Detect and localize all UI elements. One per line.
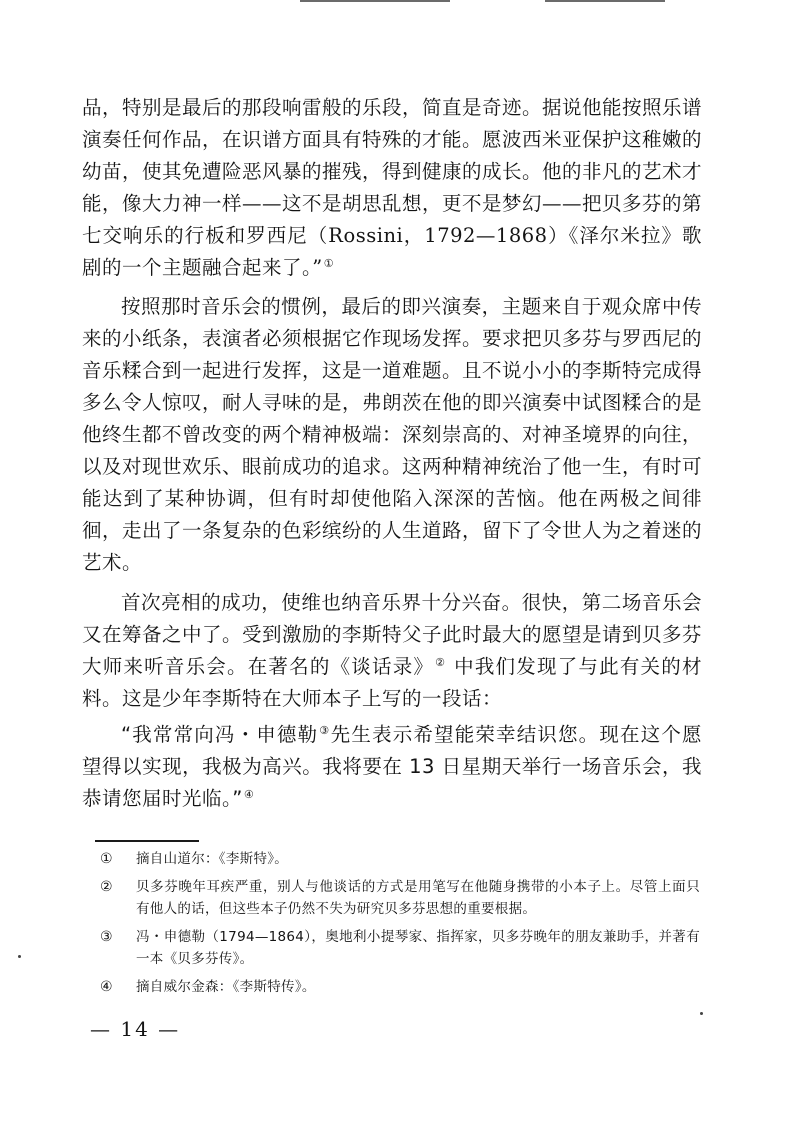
footnote-2 (100, 876, 700, 920)
paragraph-text: 品，特别是最后的那段响雷般的乐段，简直是奇迹。据说他能按照乐谱演奏任何作品，在识谱方面具有特殊的才能。愿波西米亚保护这稚嫩的幼苗，使其免遭险恶风暴的摧残，得到健康的成长。他的非凡的艺术才能，像大力神一样——这不是胡思乱想，更不是梦幻——把贝多芬的第七交响乐的行板和罗西尼（Rossini，1792—1868）《泽尔米拉》歌剧的一个主题融合起来了。” (82, 96, 703, 279)
page-number: — 14 — (90, 1017, 181, 1041)
footnote-ref-4[interactable]: ④ (243, 787, 254, 801)
footnote-mark: ③ (100, 929, 113, 945)
footnote-text: 贝多芬晚年耳疾严重，别人与他谈话的方式是用笔写在他随身携带的小本子上。尽管上面只有他人的话，但这些本子仍然不失为研究贝多芬思想的重要根据。 (136, 879, 700, 917)
paragraph-text-before: “我常常向冯・申德勒 (121, 723, 319, 746)
scan-top-rule-left (300, 0, 450, 2)
paragraph-liszt-note (82, 719, 702, 815)
footnote-mark: ① (100, 851, 113, 867)
footnotes (100, 848, 700, 1004)
footnote-mark: ④ (100, 979, 113, 995)
scan-speck (700, 1012, 703, 1015)
page-body (82, 92, 702, 815)
footnote-mark: ② (100, 879, 113, 895)
footnote-divider (95, 840, 199, 842)
footnote-ref-3[interactable]: ③ (319, 723, 330, 737)
footnote-text: 摘自山道尔：《李斯特》。 (136, 851, 289, 867)
footnote-4 (100, 976, 700, 998)
paragraph-improvisation (82, 291, 702, 579)
footnote-3 (100, 926, 700, 970)
paragraph-text-after: 先生表示希望能荣幸结识您。现在这个愿望得以实现，我极为高兴。我将要在 13 日星期天举行一场音乐会，我恭请您届时光临。” (82, 723, 702, 810)
footnote-text: 摘自威尔金森：《李斯特传》。 (136, 979, 316, 995)
footnote-text: 冯・申德勒（1794—1864），奥地利小提琴家、指挥家，贝多芬晚年的朋友兼助手，并著有一本《贝多芬传》。 (136, 929, 700, 967)
paragraph-text: 按照那时音乐会的惯例，最后的即兴演奏，主题来自于观众席中传来的小纸条，表演者必须根据它作现场发挥。要求把贝多芬与罗西尼的音乐糅合到一起进行发挥，这是一道难题。且不说小小的李斯特完成得多么令人惊叹，耐人寻味的是，弗朗茨在他的即兴演奏中试图糅合的是他终生都不曾改变的两个精神极端：深刻崇高的、对神圣境界的向往，以及对现世欢乐、眼前成功的追求。这两种精神统治了他一生，有时可能达到了某种协调，但有时却使他陷入深深的苦恼。他在两极之间徘徊，走出了一条复杂的色彩缤纷的人生道路，留下了令世人为之着迷的艺术。 (82, 295, 703, 574)
scan-top-rule-right (545, 0, 665, 2)
paragraph-text-after: 中我们发现了与此有关的材料。这是少年李斯特在大师本子上写的一段话： (82, 655, 702, 710)
scan-speck (18, 955, 21, 958)
paragraph-quote-continuation (82, 92, 702, 284)
footnote-ref-1[interactable]: ① (323, 256, 334, 270)
paragraph-text-before: 首次亮相的成功，使维也纳音乐界十分兴奋。很快，第二场音乐会又在筹备之中了。受到激励的李斯特父子此时最大的愿望是请到贝多芬大师来听音乐会。在著名的《谈话录》 (82, 591, 703, 678)
footnote-1 (100, 848, 700, 870)
footnote-ref-2[interactable]: ② (435, 655, 446, 669)
paragraph-second-concert (82, 587, 702, 715)
